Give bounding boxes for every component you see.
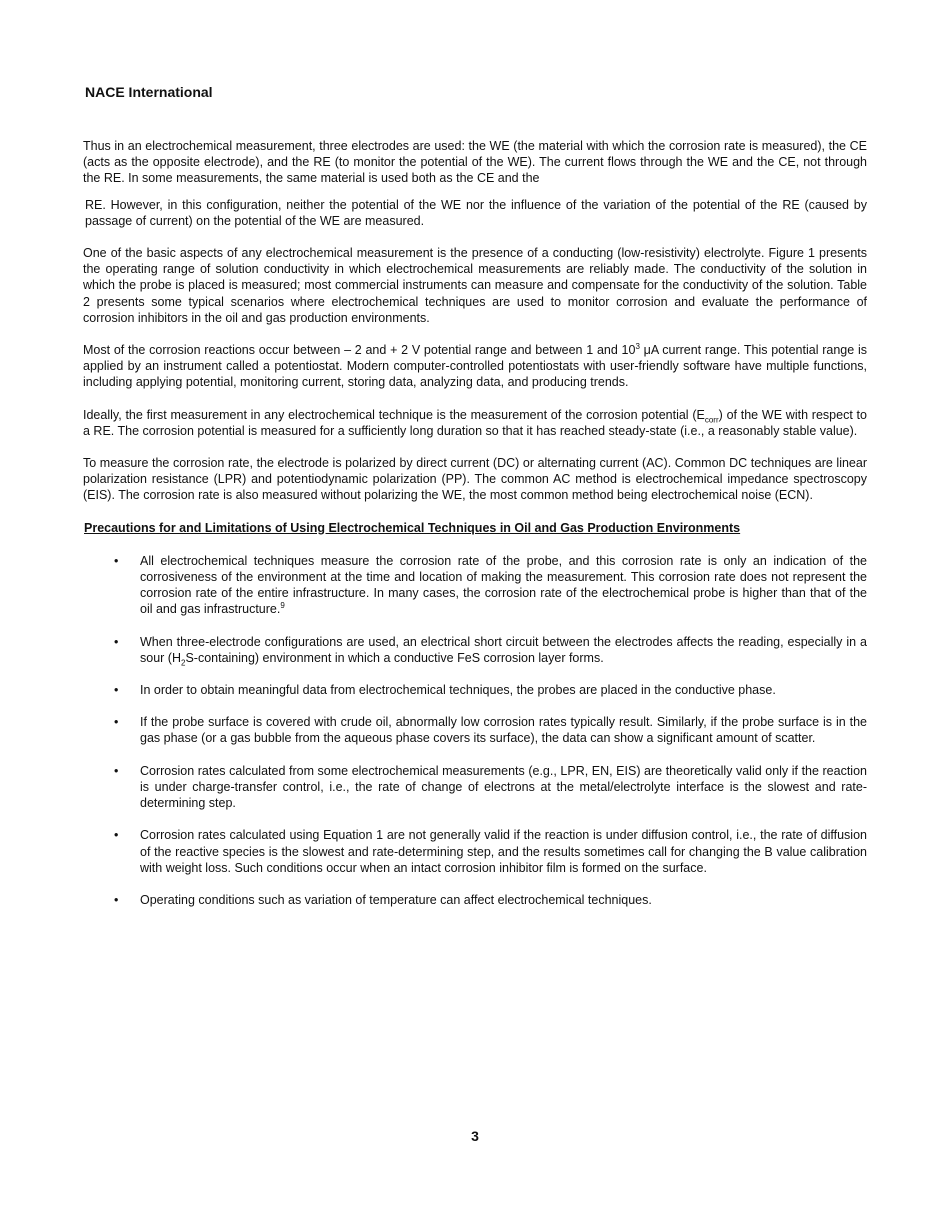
paragraph-potential-range <box>83 342 867 391</box>
bullet-marker: • <box>114 763 119 778</box>
list-item-text: In order to obtain meaningful data from electrochemical techniques, the probes are placed in the conductive phase. <box>140 683 776 698</box>
corrosion-potential-text-end: ) of the WE with respect to a RE. The corrosion potential is measured for a sufficiently long duration so that it has reached steady-state (i.e., a reasonably stable value). <box>83 407 867 438</box>
bullet-marker: • <box>114 634 119 649</box>
list-item-text: Corrosion rates calculated using Equation 1 are not generally valid if the reaction is under diffusion control, i.e., the rate of diffusion of the reactive species is the slowest and rate-determining step, and the results sometimes call for changing the B value calibration with weight loss. Such conditions occur when an intact corrosion inhibitor film is formed on the surface. <box>140 828 867 875</box>
h2s-subscript: 2 <box>180 658 186 668</box>
list-item <box>83 763 867 812</box>
list-item-text-end: S-containing) environment in which a conductive FeS corrosion layer forms. <box>185 650 604 665</box>
bullet-marker: • <box>114 715 119 730</box>
paragraph-corrosion-rate-methods: To measure the corrosion rate, the electrode is polarized by direct current (DC) or alternating current (AC). Common DC techniques are linear polarization resistance (LPR) and potentiodynamic polarization (PP). The common AC method is electrochemical impedance spectroscopy (EIS). The corrosion rate is also measured without polarizing the WE, the most common method being electrochemical noise (ECN). <box>83 456 867 503</box>
list-item-text: Corrosion rates calculated from some electrochemical measurements (e.g., LPR, EN, EIS) are theoretically valid only if the reaction is under charge-transfer control, i.e., the rate of change of electrons at the metal/electrolyte interface is the slowest and rate-determining step. <box>140 763 867 811</box>
reference-superscript: 9 <box>280 601 285 611</box>
potential-range-text-end: μA current range. This potential range is applied by an instrument called a potentiostat. Modern computer-controlled potentiostats with user-friendly software have multiple functions, including applying potential, monitoring current, storing data, analyzing data, and producing trends. <box>83 343 867 390</box>
paragraph-electrodes: Thus in an electrochemical measurement, three electrodes are used: the WE (the material with which the corrosion rate is measured), the CE (acts as the opposite electrode), and the RE (to monitor the potential of the WE). The current flows through the WE and the CE, not through the RE. In some measurements, the same material is used both as the CE and the <box>83 139 867 186</box>
list-item-text: If the probe surface is covered with crude oil, abnormally low corrosion rates typically result. Similarly, if the probe surface is in the gas phase (or a gas bubble from the aqueous phase covers its surface), the data can show a significant amount of scatter. <box>140 715 867 746</box>
potential-range-text-start: Most of the corrosion reactions occur between – 2 and + 2 V potential range and between 1 and 10 <box>83 343 636 358</box>
list-item-text: Operating conditions such as variation of temperature can affect electrochemical techniques. <box>140 892 652 907</box>
page-header-title: NACE International <box>85 84 213 100</box>
list-item-text: All electrochemical techniques measure the corrosion rate of the probe, and this corrosion rate is only an indication of the corrosiveness of the environment at the time and location of making the measurement. This corrosion rate does not represent the corrosion rate of the entire infrastructure. In many cases, the corrosion rate of the electrochemical probe is higher than that of the oil and gas infrastructure. <box>140 553 867 617</box>
list-item <box>83 892 867 908</box>
bullet-marker: • <box>114 828 119 843</box>
bullet-marker: • <box>114 553 119 568</box>
page-number: 3 <box>471 1128 479 1144</box>
ecorr-subscript: corr <box>704 415 719 425</box>
bullet-marker: • <box>114 892 119 907</box>
list-item <box>83 634 867 666</box>
document-body <box>83 138 867 924</box>
corrosion-potential-text-start: Ideally, the first measurement in any electrochemical technique is the measurement of the corrosion potential (E <box>83 407 705 422</box>
precautions-list <box>83 553 867 908</box>
paragraph-corrosion-potential <box>83 407 867 439</box>
potential-range-exponent: 3 <box>635 341 640 351</box>
list-item <box>83 682 867 698</box>
paragraph-electrolyte: One of the basic aspects of any electrochemical measurement is the presence of a conducting (low-resistivity) electrolyte. Figure 1 presents the operating range of solution conductivity in which electrochemical measurements are reliably made. The conductivity of the solution in which the probe is placed is measured; most commercial instruments can measure and compensate for the conductivity of the solution. Table 2 presents some typical scenarios where electrochemical techniques are used to monitor corrosion and evaluate the performance of corrosion inhibitors in the oil and gas production environments. <box>83 246 867 325</box>
list-item <box>83 553 867 618</box>
list-item <box>83 714 867 746</box>
list-item <box>83 827 867 876</box>
paragraph-re-configuration: RE. However, in this configuration, neither the potential of the WE nor the influence of the variation of the potential of the RE (caused by passage of current) on the potential of the WE are measured. <box>85 197 867 228</box>
section-heading-precautions: Precautions for and Limitations of Using Electrochemical Techniques in Oil and Gas Production Environments <box>84 520 741 535</box>
list-item-text-start: When three-electrode configurations are used, an electrical short circuit between the electrodes affects the reading, especially in a sour (H <box>140 634 867 665</box>
bullet-marker: • <box>114 683 119 698</box>
